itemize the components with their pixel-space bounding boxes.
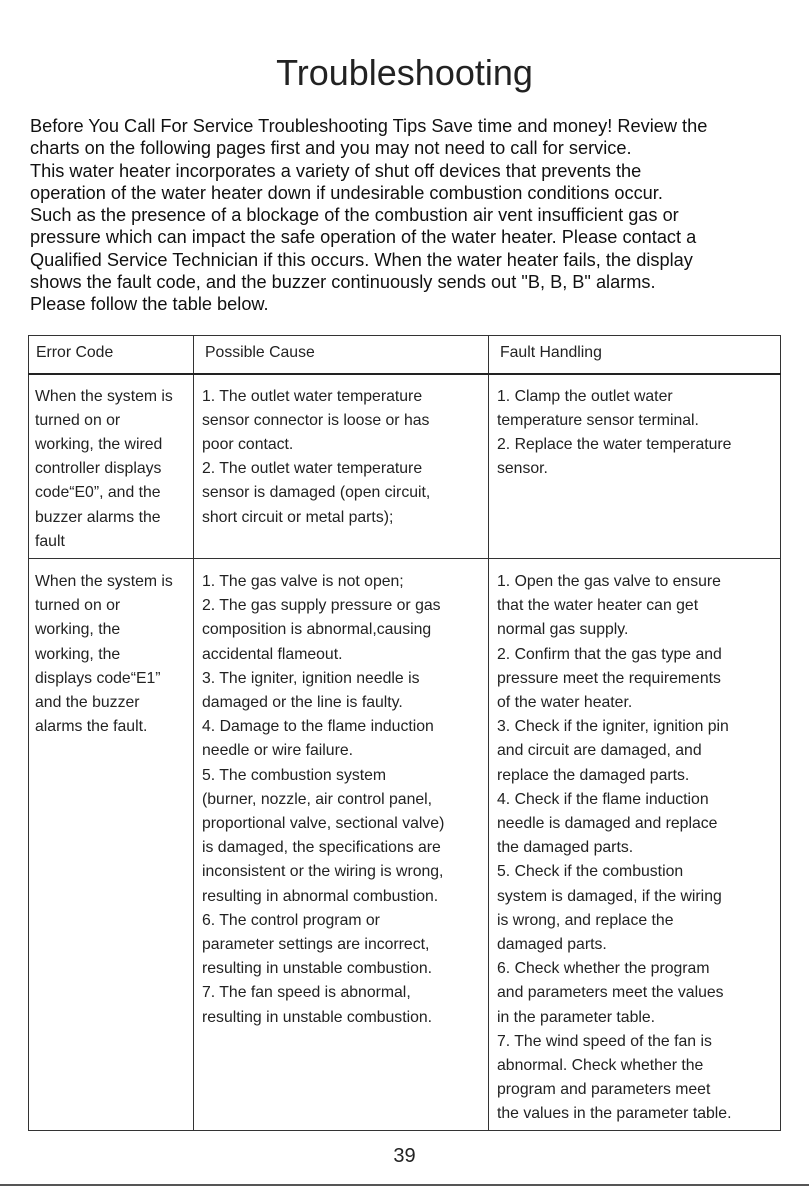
cell-line: composition is abnormal,causing [202,621,432,639]
cell-line: turned on or [35,597,121,615]
possible-cause-cell [194,374,489,559]
cell-line: short circuit or metal parts); [202,508,394,526]
cell-line: resulting in unstable combustion. [202,960,433,978]
cell-line: is wrong, and replace the [497,911,674,929]
cell-line: 2. Confirm that the gas type and [497,645,722,663]
cell-line: (burner, nozzle, air control panel, [202,790,433,808]
cell-line: and parameters meet the values [497,984,724,1002]
possible-cause-cell [194,559,489,1131]
cell-line: that the water heater can get [497,597,699,615]
cell-line: proportional valve, sectional valve) [202,815,445,833]
intro-line: Qualified Service Technician if this occurs. When the water heater fails, the display [30,249,693,270]
intro-line: operation of the water heater down if undesirable combustion conditions occur. [30,182,663,203]
cell-line: needle is damaged and replace [497,815,718,833]
cell-line: sensor is damaged (open circuit, [202,484,431,502]
cell-line: the damaged parts. [497,839,634,857]
column-header-fault-handling: Fault Handling [489,336,781,374]
cell-line: pressure meet the requirements [497,669,721,687]
cell-line: 1. The outlet water temperature [202,387,423,405]
cell-line: replace the damaged parts. [497,766,690,784]
cell-line: 2. The gas supply pressure or gas [202,597,441,615]
cell-line: inconsistent or the wiring is wrong, [202,863,444,881]
cell-line: is damaged, the specifications are [202,839,441,857]
fault-handling-cell [489,374,781,559]
cell-line: program and parameters meet [497,1081,711,1099]
cell-line: working, the [35,645,121,663]
cell-line: buzzer alarms the [35,508,161,526]
cell-line: alarms the fault. [35,718,148,736]
cell-line: needle or wire failure. [202,742,354,760]
cell-line: 1. The gas valve is not open; [202,573,404,590]
error-code-cell [29,559,194,1131]
intro-paragraph [30,115,790,316]
cell-line: the values in the parameter table. [497,1105,732,1123]
intro-line: Before You Call For Service Troubleshooting Tips Save time and money! Review the [30,116,708,136]
cell-line: turned on or [35,411,121,429]
cell-line: poor contact. [202,435,294,453]
page-number: 39 [393,1145,416,1167]
cell-line: and circuit are damaged, and [497,742,702,760]
cell-line: 1. Open the gas valve to ensure [497,573,721,590]
page-title: Troubleshooting [276,52,533,93]
cell-line: resulting in unstable combustion. [202,1008,433,1026]
intro-line: shows the fault code, and the buzzer continuously sends out "B, B, B" alarms. [30,272,656,293]
cell-line: damaged or the line is faulty. [202,694,403,712]
cell-line: 3. Check if the igniter, ignition pin [497,718,729,736]
cell-line: sensor. [497,460,548,478]
cell-line: temperature sensor terminal. [497,411,699,429]
column-header-possible-cause: Possible Cause [194,336,489,374]
intro-line: charts on the following pages first and you may not need to call for service. [30,138,632,159]
intro-line: Such as the presence of a blockage of the combustion air vent insufficient gas or [30,205,679,226]
table-row-e1 [29,559,781,1131]
cell-line: When the system is [35,387,173,405]
cell-line: parameter settings are incorrect, [202,936,430,954]
cell-line: 6. Check whether the program [497,960,710,978]
cell-line: resulting in abnormal combustion. [202,887,439,905]
bottom-rule [0,1184,809,1186]
troubleshooting-table [28,335,781,1131]
column-header-error-code: Error Code [29,336,194,374]
cell-line: code“E0”, and the [35,484,161,502]
cell-line: 2. Replace the water temperature [497,435,732,453]
table-header-row [29,336,781,374]
cell-line: system is damaged, if the wiring [497,887,722,905]
cell-line: 4. Damage to the flame induction [202,718,434,736]
cell-line: When the system is [35,573,173,590]
cell-line: sensor connector is loose or has [202,411,430,429]
cell-line: 1. Clamp the outlet water [497,387,673,405]
cell-line: 6. The control program or [202,911,380,929]
cell-line: 7. The fan speed is abnormal, [202,984,411,1002]
cell-line: abnormal. Check whether the [497,1057,704,1075]
intro-line: Please follow the table below. [30,294,269,315]
cell-line: damaged parts. [497,936,607,954]
cell-line: normal gas supply. [497,621,629,639]
cell-line: in the parameter table. [497,1008,656,1026]
cell-line: 2. The outlet water temperature [202,460,423,478]
cell-line: displays code“E1” [35,669,161,687]
cell-line: of the water heater. [497,694,633,712]
intro-line: pressure which can impact the safe operation of the water heater. Please contact a [30,227,697,248]
cell-line: 5. Check if the combustion [497,863,684,881]
cell-line: working, the wired [35,435,163,453]
cell-line: 7. The wind speed of the fan is [497,1032,712,1050]
fault-handling-cell [489,559,781,1131]
cell-line: 3. The igniter, ignition needle is [202,669,420,687]
cell-line: accidental flameout. [202,645,343,663]
cell-line: and the buzzer [35,694,140,712]
cell-line: working, the [35,621,121,639]
error-code-cell [29,374,194,559]
cell-line: fault [35,532,65,550]
cell-line: controller displays [35,460,162,478]
cell-line: 4. Check if the flame induction [497,790,709,808]
table-row-e0 [29,374,781,559]
intro-line: This water heater incorporates a variety of shut off devices that prevents the [30,160,642,181]
cell-line: 5. The combustion system [202,766,387,784]
